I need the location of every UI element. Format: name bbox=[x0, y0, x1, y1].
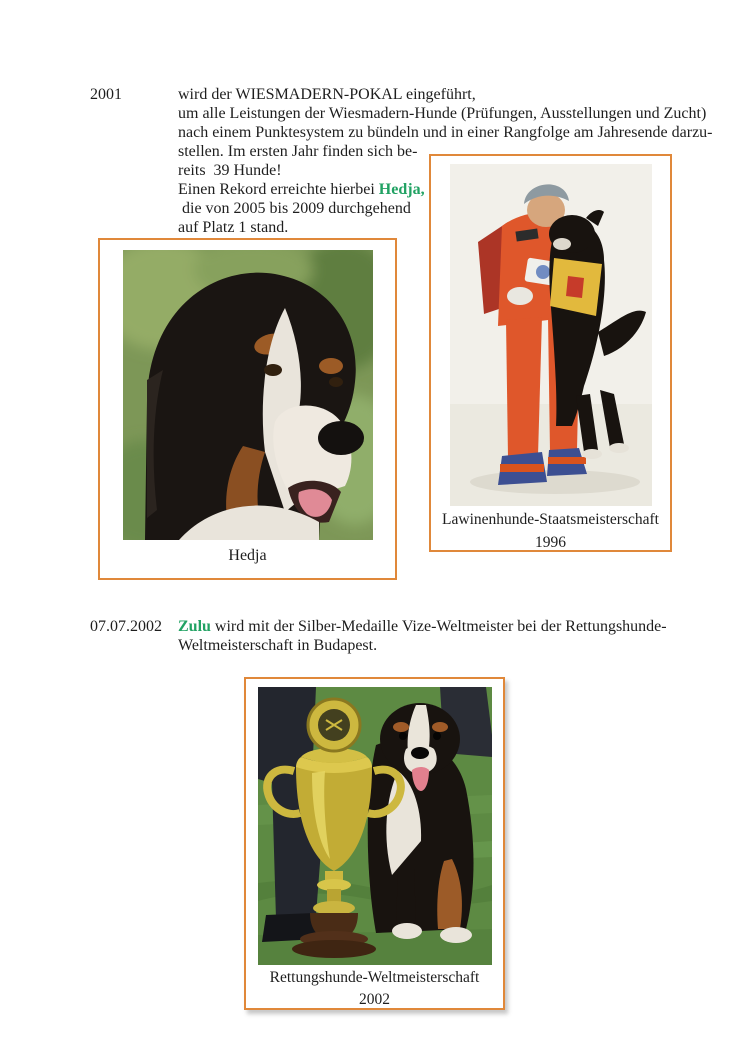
dog-name-zulu: Zulu bbox=[178, 618, 211, 635]
text-line: auf Platz 1 stand. bbox=[178, 219, 289, 236]
lawinenhunde-photo bbox=[450, 164, 652, 506]
figure-hedja bbox=[98, 238, 397, 580]
figure-caption: Rettungshunde-Weltmeisterschaft bbox=[269, 969, 480, 986]
record-prefix: Einen Rekord erreichte hierbei bbox=[178, 181, 379, 198]
figure-lawinenhunde bbox=[429, 154, 672, 552]
figure-caption: Hedja bbox=[228, 547, 267, 564]
text-line: wird der WIESMADERN-POKAL eingeführt, bbox=[178, 86, 476, 103]
entry-2001-date: 2001 bbox=[90, 86, 122, 103]
figure-caption: Lawinenhunde-Staatsmeisterschaft bbox=[442, 511, 659, 528]
zulu-line-rest: wird mit der Silber-Medaille Vize-Weltmeister bei der Rettungshunde- bbox=[210, 618, 667, 635]
text-line: um alle Leistungen der Wiesmadern-Hunde (Prüfungen, Ausstellungen und Zucht) bbox=[178, 105, 707, 122]
text-line: stellen. Im ersten Jahr finden sich be- bbox=[178, 143, 418, 160]
dog-name-hedja: Hedja, bbox=[378, 181, 425, 198]
entry-2002-date: 07.07.2002 bbox=[90, 618, 162, 635]
text-line: Weltmeisterschaft in Budapest. bbox=[178, 637, 378, 654]
text-line: reits 39 Hunde! bbox=[178, 162, 282, 179]
figure-caption-year: 2002 bbox=[359, 991, 390, 1008]
entry-2002-text bbox=[178, 617, 723, 655]
trophy-photo bbox=[258, 687, 492, 965]
figure-trophy bbox=[244, 677, 505, 1010]
text-line: die von 2005 bis 2009 durchgehend bbox=[178, 200, 411, 217]
figure-caption-year: 1996 bbox=[535, 534, 566, 551]
text-line-zulu bbox=[178, 617, 723, 636]
hedja-photo bbox=[123, 250, 373, 540]
text-line: nach einem Punktesystem zu bündeln und in einer Rangfolge am Jahresende darzu- bbox=[178, 124, 713, 141]
